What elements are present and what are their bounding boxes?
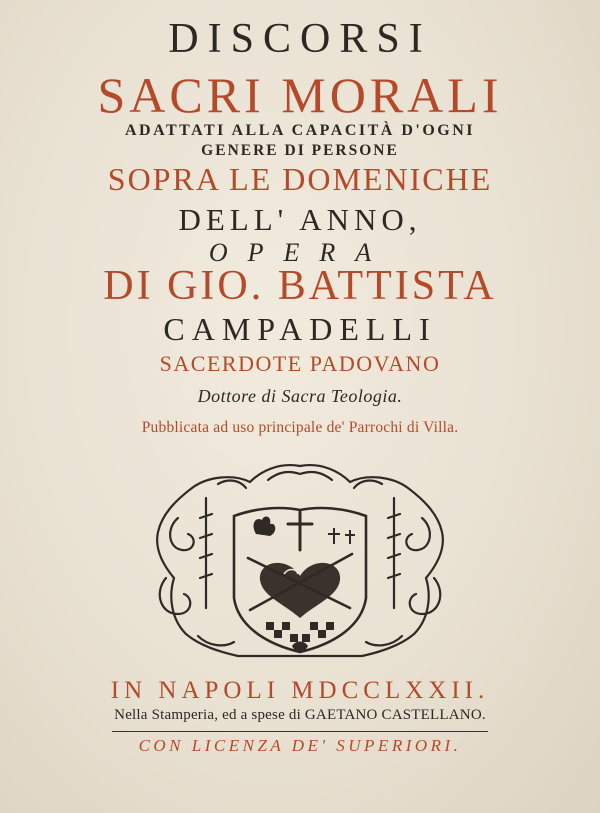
author-first-name: DI GIO. BATTISTA (103, 263, 497, 309)
label-opera: OPERA (208, 238, 392, 267)
imprint-place-date: IN NAPOLI MDCCLXXII. (110, 677, 490, 704)
publication-note: Pubblicata ad uso principale de' Parrochi di Villa. (141, 419, 459, 436)
imprint-license: CON LICENZA DE' SUPERIORI. (138, 736, 462, 755)
subtitle-adattati: ADATTATI ALLA CAPACITÀ D'OGNI (124, 122, 475, 139)
title-discorsi: DISCORSI (168, 16, 432, 62)
divider-rule (112, 731, 488, 732)
subtitle-anno: DELL' ANNO, (178, 202, 422, 237)
author-surname: CAMPADELLI (163, 311, 437, 347)
author-degree: Dottore di Sacra Teologia. (197, 386, 403, 406)
author-title: SACERDOTE PADOVANO (159, 351, 441, 376)
subtitle-genere: GENERE DI PERSONE (201, 142, 399, 159)
subtitle-domeniche: SOPRA LE DOMENICHE (107, 161, 493, 197)
imprint-printer: Nella Stamperia, ed a spese di GAETANO CASTELLANO. (114, 707, 486, 723)
title-sacri-morali: SACRI MORALI (97, 67, 503, 123)
sacred-heart-cartouche-icon (138, 458, 462, 664)
